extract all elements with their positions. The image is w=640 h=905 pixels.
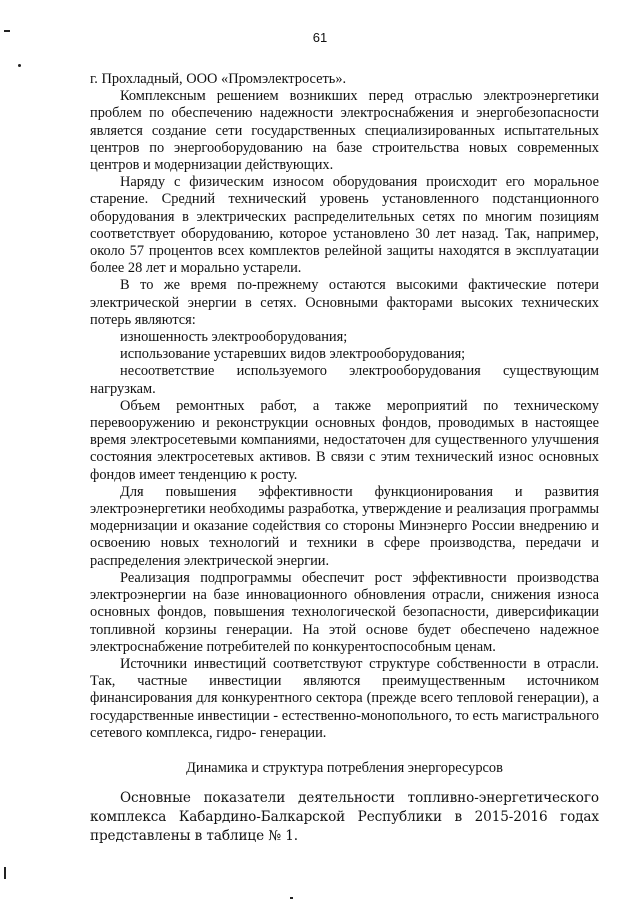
paragraph-subprogram: Реализация подпрограммы обеспечит рост эффективности производства электроэнергии на базе инновационного обновления отрасли, снижения износа основных фондов, повышения технологической безопасности, диверсификации топливной корзины генерации. На этой основе будет обеспечено надежное электроснабжение потребителей по конкурентоспособным ценам. bbox=[90, 569, 599, 655]
paragraph-repair-volume: Объем ремонтных работ, а также мероприятий по техническому перевооружению и реконструкции основных фондов, проводимых в настоящее время электросетевыми компаниями, недостаточен для существенного улучшения состояния электросетевых активов. В связи с этим технический износ основных фондов имеет тенденцию к росту. bbox=[90, 397, 599, 483]
list-item-outdated: использование устаревших видов электрооборудования; bbox=[120, 346, 466, 363]
scan-mark bbox=[290, 897, 293, 899]
section-heading: Динамика и структура потребления энергоресурсов bbox=[186, 759, 503, 776]
scan-mark bbox=[18, 64, 21, 67]
paragraph-efficiency: Для повышения эффективности функционирования и развития электроэнергетики необходимы разработка, утверждение и реализация программы модернизации и оказание содействия со стороны Минэнерго России внедрению и освоению новых технологий и техники в сфере производства, передачи и распределения электрической энергии. bbox=[90, 483, 599, 569]
paragraph-energy-losses: В то же время по-прежнему остаются высокими фактические потери электрической энергии в сетях. Основными факторами высоких технических потерь являются: bbox=[90, 277, 599, 328]
list-item-mismatch: несоответствие используемого электрооборудования существующим нагрузкам. bbox=[90, 363, 599, 397]
list-item-wear: изношенность электрооборудования; bbox=[120, 329, 348, 346]
paragraph-investments: Источники инвестиций соответствуют структуре собственности в отрасли. Так, частные инвестиции являются преимущественным источником финансирования для конкурентного сектора (прежде всего тепловой генерации), а государственные инвестиции - естественно-монопольного, то есть магистрального сетевого комплекса, гидро- генерации. bbox=[90, 655, 599, 741]
document-body bbox=[90, 71, 599, 846]
page-number: 61 bbox=[312, 30, 328, 45]
paragraph-table-reference: Основные показатели деятельности топливно-энергетического комплекса Кабардино-Балкарской Республики в 2015-2016 годах представлены в таблице № 1. bbox=[90, 790, 599, 845]
paragraph-moral-aging: Наряду с физическим износом оборудования происходит его моральное старение. Средний технический уровень установленного подстанционного оборудования в электрических распределительных сетях по многим позициям соответствует оборудованию, которое установлено 30 лет назад. Так, например, около 57 процентов всех комплектов релейной защиты находятся в эксплуатации более 28 лет и морально устарели. bbox=[90, 174, 599, 277]
paragraph-complex-solution: Комплексным решением возникших перед отраслью электроэнергетики проблем по обеспечению надежности электроснабжения и энергобезопасности является создание сети государственных специализированных испытательных центров по энергооборудованию на базе строительства новых современных центров и модернизации действующих. bbox=[90, 88, 599, 174]
paragraph-city-line: г. Прохладный, ООО «Промэлектросеть». bbox=[90, 71, 347, 87]
scan-mark bbox=[4, 867, 6, 879]
